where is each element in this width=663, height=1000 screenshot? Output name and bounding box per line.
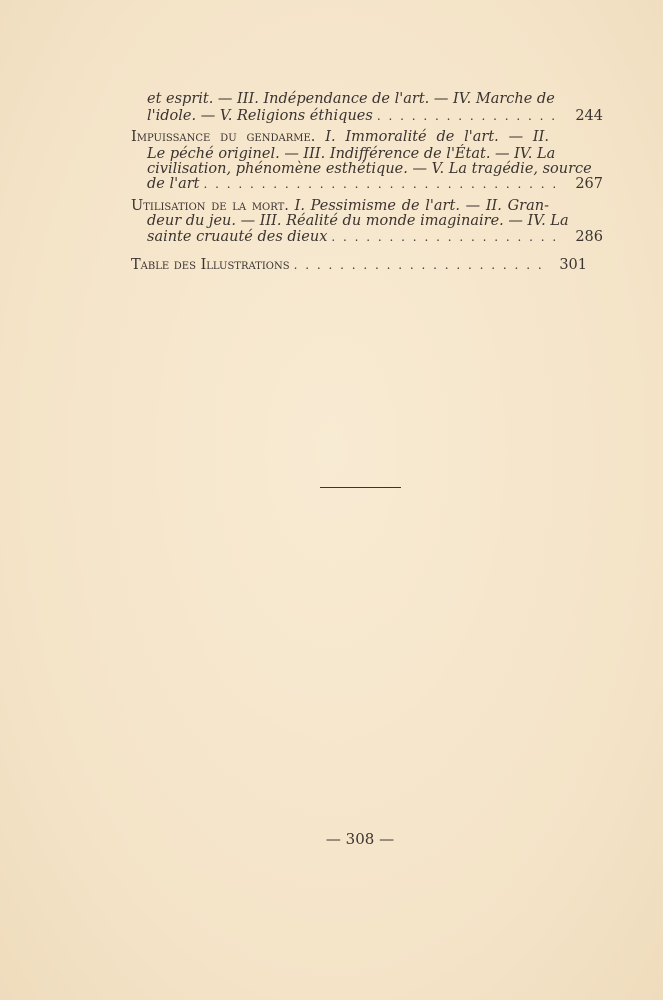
toc-line <box>147 161 592 177</box>
toc-heading: Utilisation de la mort. <box>131 198 289 214</box>
toc-line <box>147 146 556 162</box>
toc-line <box>131 129 549 145</box>
toc-text: et esprit. — III. Indépendance de l'art. — IV. Marche de <box>147 91 555 107</box>
toc-line <box>147 91 555 107</box>
toc-text: de l'art <box>147 176 200 192</box>
toc-line <box>131 257 587 273</box>
toc-text: I. Pessimisme de l'art. — II. Gran- <box>294 198 549 214</box>
toc-text: deur du jeu. — III. Réalité du monde imaginaire. — IV. La <box>147 213 569 229</box>
toc-text: l'idole. — V. Religions éthiques <box>147 108 373 124</box>
page-number: 244 <box>575 108 603 124</box>
toc-text: Le péché originel. — III. Indifférence de l'État. — IV. La <box>147 146 556 162</box>
leader-dots <box>331 229 561 245</box>
toc-line <box>131 198 549 214</box>
page-folio: — 308 — <box>325 830 395 848</box>
toc-text: I. Immoralité de l'art. — II. <box>325 129 549 145</box>
page-number: 267 <box>575 176 603 192</box>
toc-heading: Table des Illustrations <box>131 257 290 273</box>
leader-dots <box>294 257 545 273</box>
page-number: 286 <box>575 229 603 245</box>
leader-dots <box>204 176 562 192</box>
toc-line <box>147 213 569 229</box>
separator-rule <box>320 487 401 488</box>
page-number: 301 <box>559 257 587 273</box>
leader-dots <box>377 108 561 124</box>
toc-heading: Impuissance du gendarme. <box>131 129 316 145</box>
toc-text: sainte cruauté des dieux <box>147 229 328 245</box>
toc-line <box>147 229 603 245</box>
toc-line <box>147 108 603 124</box>
toc-line <box>147 176 603 192</box>
toc-text: civilisation, phénomène esthétique. — V. La tragédie, source <box>147 161 592 177</box>
